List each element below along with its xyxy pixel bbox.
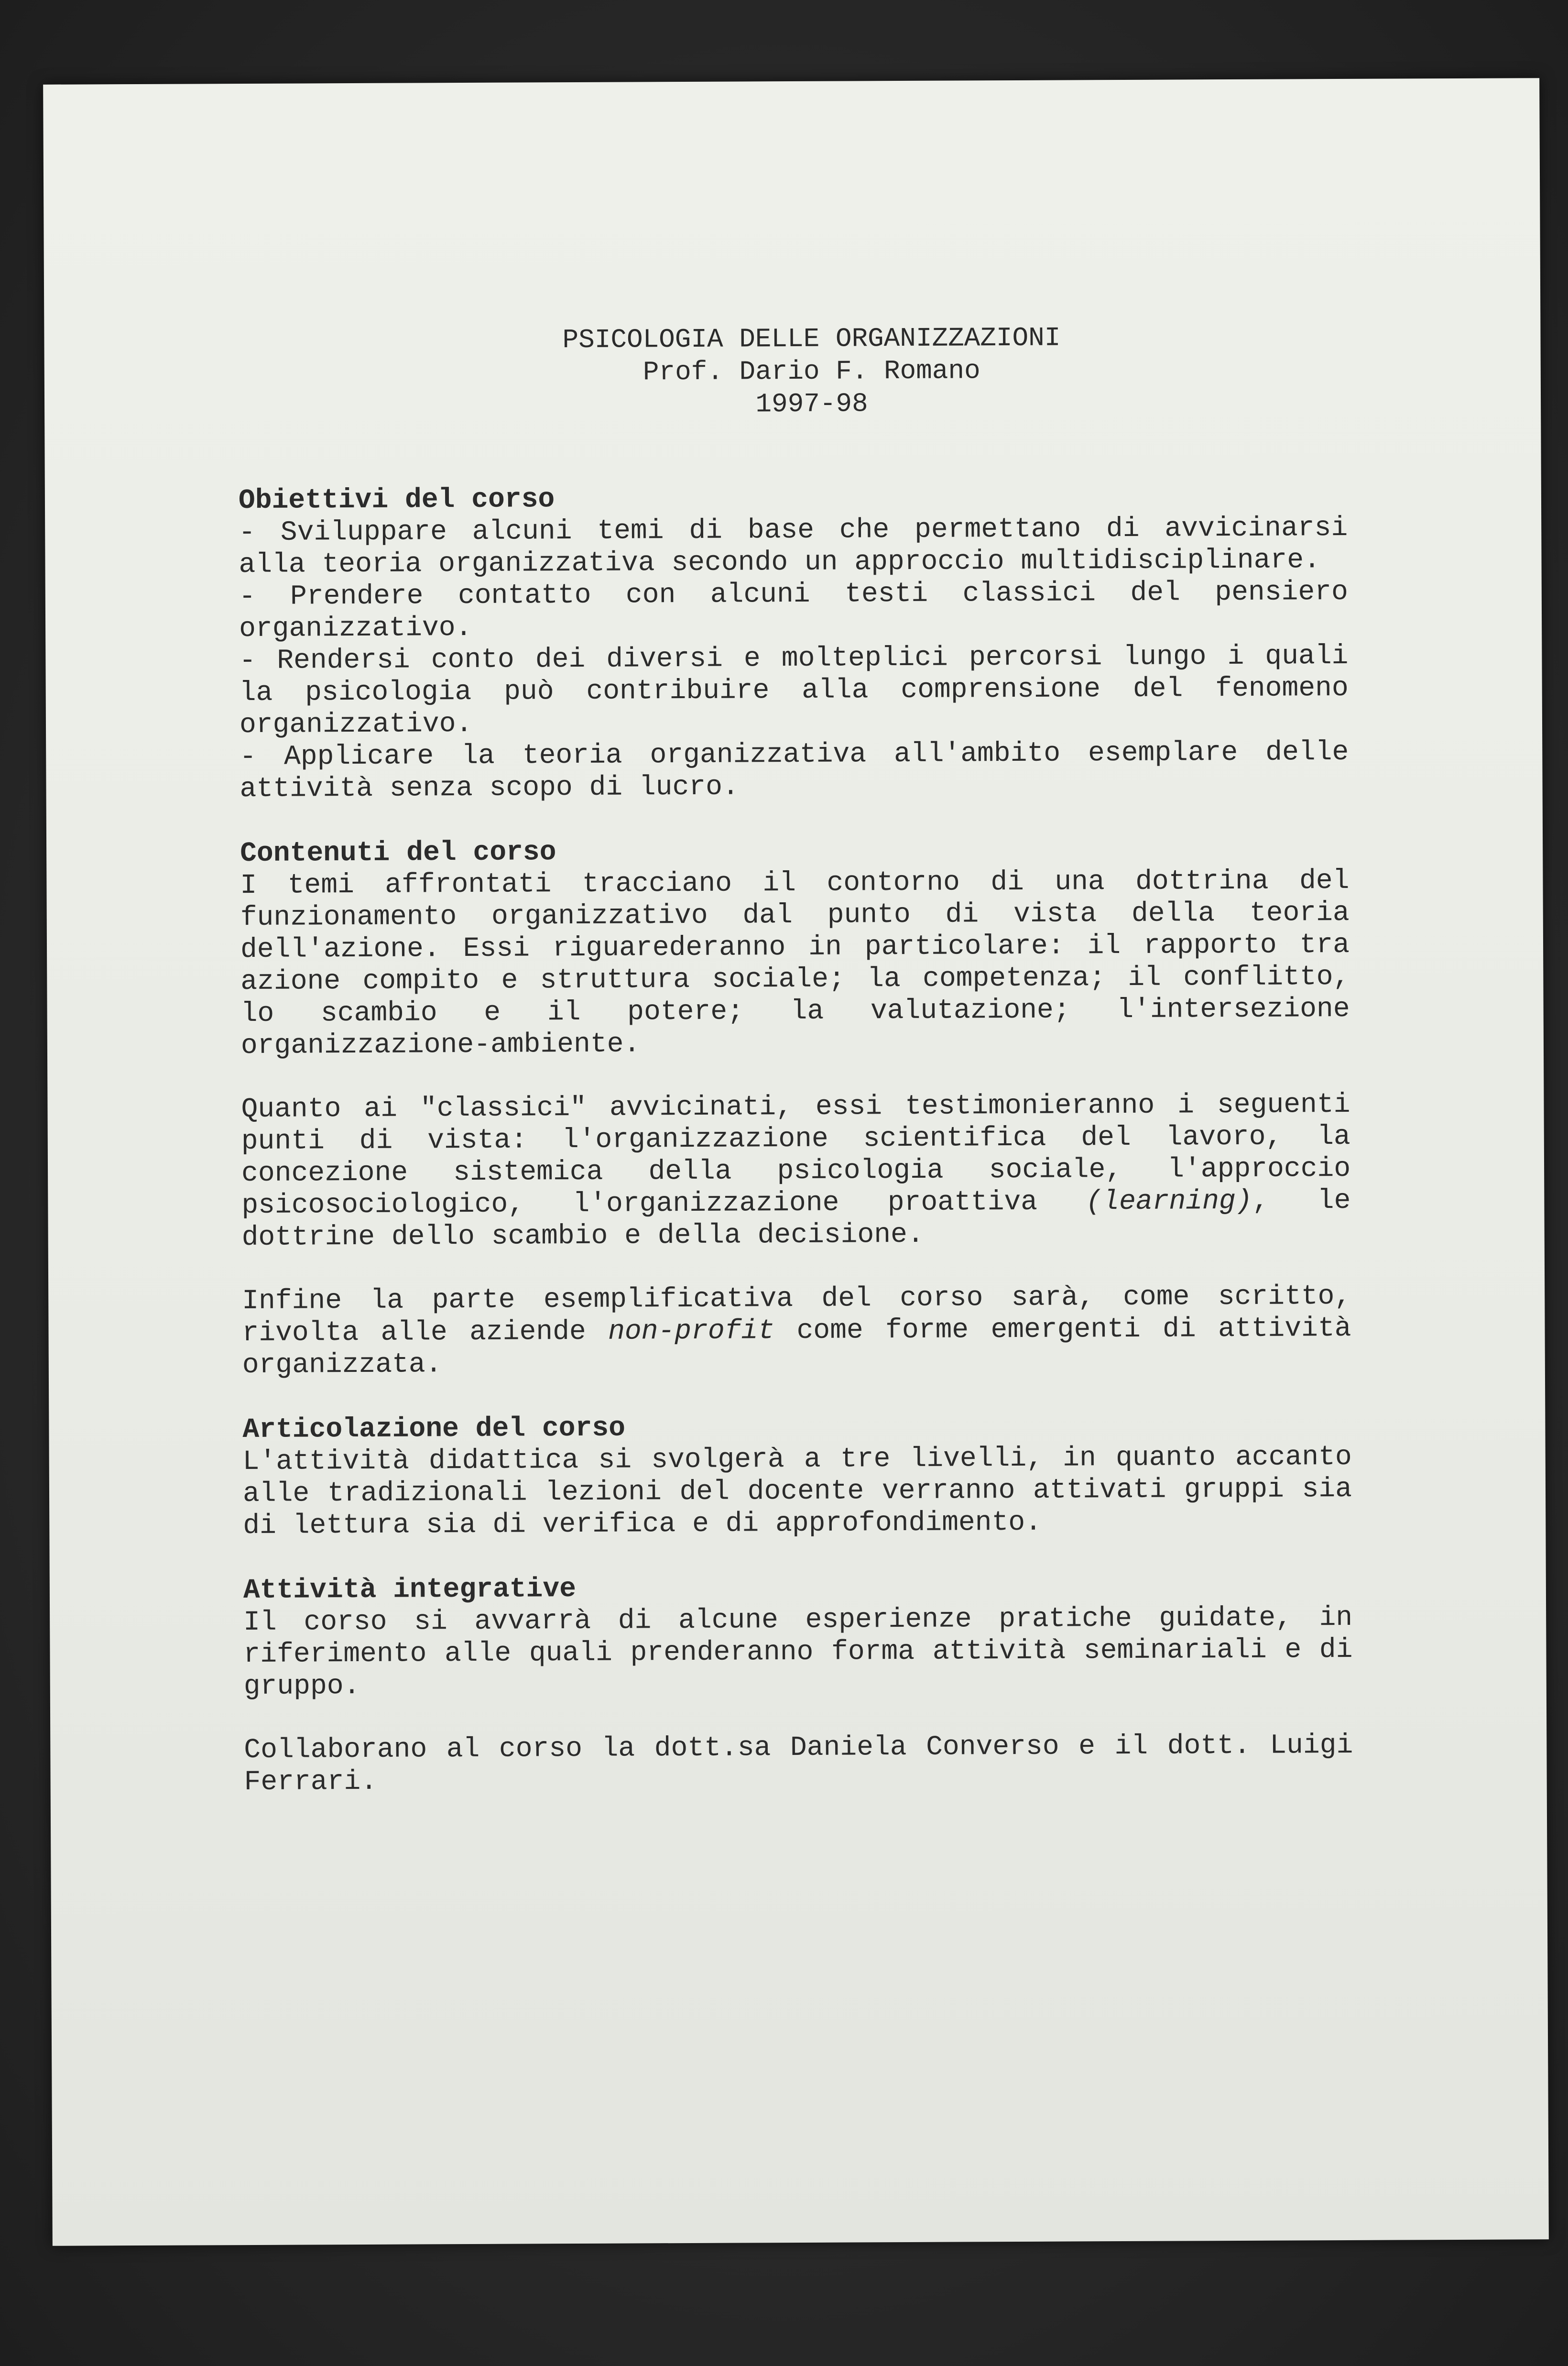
paragraph: L'attività didattica si svolgerà a tre livelli, in quanto accanto alle tradizionali lezioni del docente verranno attivati gruppi sia di lettura sia di verifica e di approfondimento. <box>242 1441 1352 1542</box>
list-item: - Applicare la teoria organizzativa all'ambito esemplare delle attività senza scopo di lucro. <box>240 736 1349 805</box>
section-heading: Contenuti del corso <box>240 837 556 870</box>
section-articolazione <box>242 1409 1352 1542</box>
document-header <box>238 320 1385 423</box>
paragraph: I temi affrontati tracciano il contorno di una dottrina del funzionamento organizzativo dal punto di vista della teoria dell'azione. Essi riguarederanno in particolare: il rapporto tra azione compito e struttura sociale; la competenza; il conflitto, lo scambio e il potere; la valutazione; l'intersezione organizzazione-ambiente. <box>240 865 1350 1062</box>
list-item: - Prendere contatto con alcuni testi classici del pensiero organizzativo. <box>239 576 1348 645</box>
paper-sheet <box>43 78 1549 2246</box>
professor-name: Prof. Dario F. Romano <box>642 355 980 388</box>
section-heading: Articolazione del corso <box>242 1413 626 1446</box>
section-heading: Attività integrative <box>243 1574 577 1607</box>
list-item: - Sviluppare alcuni temi di base che permettano di avvicinarsi alla teoria organizzativa secondo un approccio multidisciplinare. <box>239 512 1348 581</box>
document-body <box>238 320 1353 1798</box>
section-contenuti <box>240 833 1351 1381</box>
paragraph: Infine la parte esemplificativa del corso sarà, come scritto, rivolta alle aziende non-profit come forme emergenti di attività organizzata. <box>242 1281 1351 1381</box>
section-obiettivi <box>239 480 1349 805</box>
paragraph: Quanto ai "classici" avvicinati, essi testimonieranno i seguenti punti di vista: l'organizzazione scientifica del lavoro, la concezione sistemica della psicologia sociale, l'approccio psicosociologico, l'organizzazione proattiva (learning), le dottrine dello scambio e della decisione. <box>241 1089 1351 1254</box>
section-heading: Obiettivi del corso <box>238 484 555 517</box>
academic-year: 1997-98 <box>755 388 868 420</box>
document-title: PSICOLOGIA DELLE ORGANIZZAZIONI <box>562 322 1061 356</box>
paragraph: Il corso si avvarrà di alcune esperienze pratiche guidate, in riferimento alle quali prenderanno forma attività seminariali e di gruppo. <box>243 1602 1353 1703</box>
list-item: - Rendersi conto dei diversi e molteplici percorsi lungo i quali la psicologia può contribuire alla comprensione del fenomeno organizzativo. <box>239 640 1349 741</box>
collaborators-paragraph: Collaborano al corso la dott.sa Daniela Converso e il dott. Luigi Ferrari. <box>244 1730 1353 1798</box>
section-integrative <box>243 1570 1353 1798</box>
